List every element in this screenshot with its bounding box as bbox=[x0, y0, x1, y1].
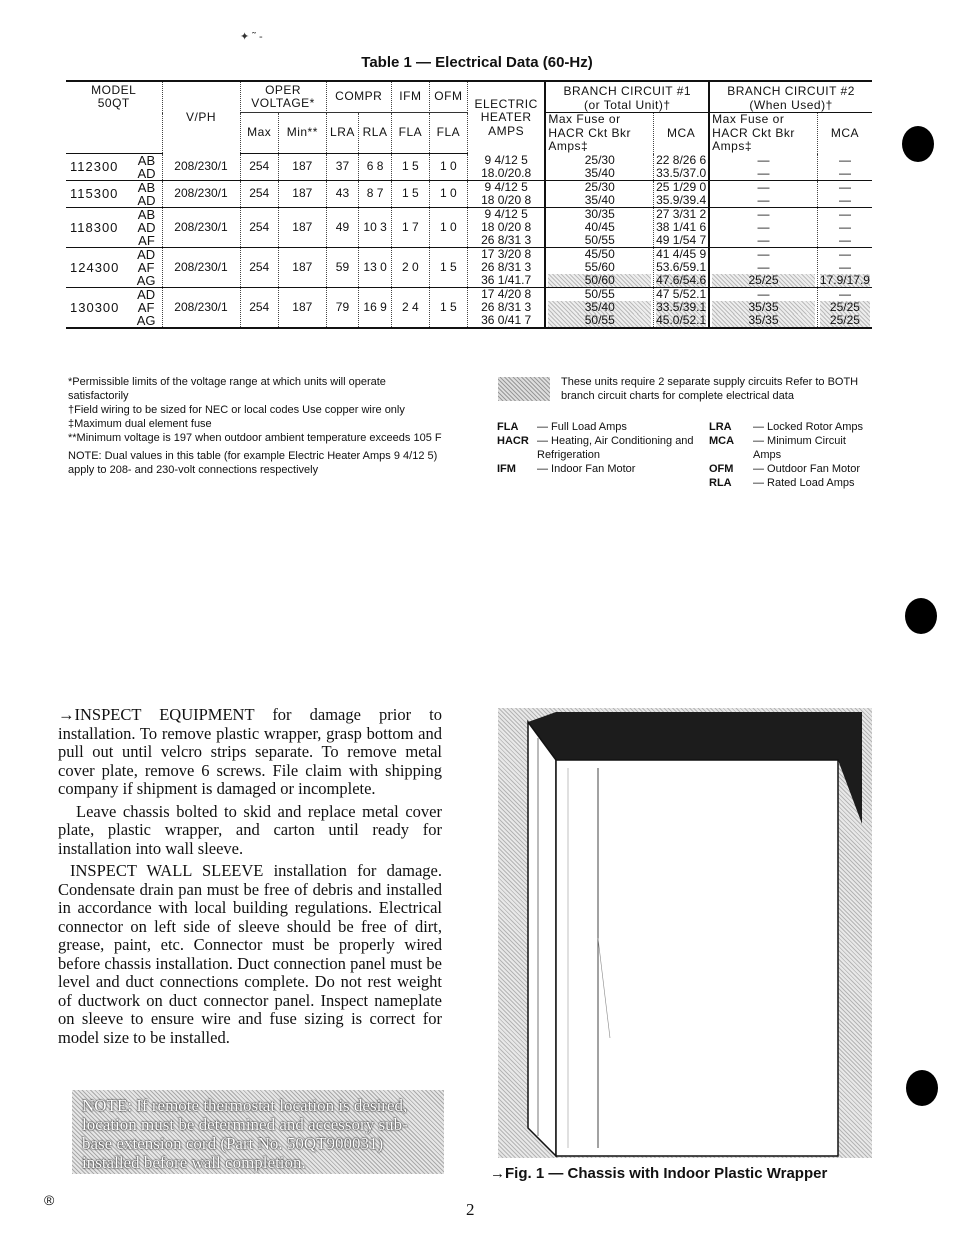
min-voltage-cell: 187 bbox=[278, 288, 326, 329]
header-rla: RLA bbox=[359, 113, 392, 154]
b1-max-fuse-cell bbox=[545, 248, 653, 288]
b2-max-fuse-cell-value: — bbox=[757, 193, 770, 207]
b1-max-fuse-cell-value: 25/30 bbox=[584, 180, 615, 194]
b2-max-fuse-cell bbox=[709, 154, 817, 181]
table-row bbox=[66, 248, 872, 288]
body-text bbox=[58, 706, 442, 1051]
model-cell bbox=[66, 208, 162, 248]
abbr-mca: MCA bbox=[709, 435, 735, 447]
rla-cell: 13 0 bbox=[359, 248, 392, 288]
b2-mca-cell-value: 25/25 bbox=[820, 301, 870, 314]
b2-mca-cell bbox=[817, 248, 872, 288]
b2-max-fuse-cell bbox=[709, 248, 817, 288]
b1-max-fuse-cell-value: 35/40 bbox=[548, 301, 651, 314]
footnote-min-voltage: **Minimum voltage is 197 when outdoor ambient temperature exceeds 105 F bbox=[68, 432, 442, 444]
model-variant: AB bbox=[137, 180, 156, 195]
b2-mca-cell bbox=[817, 288, 872, 329]
header-branch2: BRANCH CIRCUIT #2 (When Used)† bbox=[709, 81, 872, 113]
model-variant: AD bbox=[137, 193, 156, 208]
b1-mca-cell-value: 38 1/41 6 bbox=[656, 220, 707, 234]
ifm-fla-cell: 1 5 bbox=[391, 154, 429, 181]
header-ifm: IFM bbox=[391, 81, 429, 113]
b1-mca-cell-value: 41 4/45 9 bbox=[656, 247, 707, 261]
b2-max-fuse-cell-value: — bbox=[757, 207, 770, 221]
b2-max-fuse-cell bbox=[709, 181, 817, 208]
lra-cell: 59 bbox=[326, 248, 359, 288]
b2-mca-cell-value: — bbox=[838, 247, 851, 261]
abbr-ofm: OFM bbox=[709, 463, 734, 475]
remote-thermostat-note: NOTE: If remote thermostat location is desired, location must be determined and accessory sub-base extension cord (Part No. 50QT900031) installed before wall completion. bbox=[72, 1090, 444, 1174]
ifm-fla-cell: 1 5 bbox=[391, 181, 429, 208]
table-row bbox=[66, 181, 872, 208]
vph-cell: 208/230/1 bbox=[162, 248, 240, 288]
abbr-hacr-def: — Heating, Air Conditioning and Refrigeration bbox=[537, 435, 694, 461]
b1-mca-cell bbox=[654, 248, 710, 288]
b2-mca-cell-value: — bbox=[838, 220, 851, 234]
b1-max-fuse-cell bbox=[545, 154, 653, 181]
b1-max-fuse-cell-value: 40/45 bbox=[584, 220, 615, 234]
b1-max-fuse-cell-value: 50/60 bbox=[548, 274, 651, 287]
b2-max-fuse-cell-value: — bbox=[757, 287, 770, 301]
b2-mca-cell bbox=[817, 154, 872, 181]
b1-max-fuse-cell-value: 35/40 bbox=[584, 193, 615, 207]
header-model: MODEL 50QT bbox=[66, 81, 162, 113]
b2-max-fuse-cell-value: 35/35 bbox=[712, 301, 815, 314]
ofm-fla-cell: 1 5 bbox=[429, 288, 467, 329]
rla-cell: 6 8 bbox=[359, 154, 392, 181]
b1-max-fuse-cell-value: 50/55 bbox=[584, 233, 615, 247]
b2-mca-cell bbox=[817, 181, 872, 208]
abbr-fla: FLA bbox=[497, 421, 519, 433]
b1-max-fuse-cell-value: 50/55 bbox=[584, 287, 615, 301]
abbreviations bbox=[497, 420, 877, 490]
model-number: 130300 bbox=[70, 299, 120, 315]
b1-mca-cell-value: 27 3/31 2 bbox=[656, 207, 707, 221]
ofm-fla-cell: 1 0 bbox=[429, 181, 467, 208]
table-title: Table 1 — Electrical Data (60-Hz) bbox=[361, 54, 593, 71]
b1-mca-cell-value: 33.5/37.0 bbox=[656, 165, 707, 180]
b1-mca-cell-value: 35.9/39.4 bbox=[656, 193, 707, 207]
header-b2-max-fuse: Max Fuse or HACR Ckt Bkr Amps‡ bbox=[709, 113, 817, 154]
header-branch1: BRANCH CIRCUIT #1 (or Total Unit)† bbox=[545, 81, 709, 113]
heater-amps-cell bbox=[467, 181, 545, 208]
header-b2-mca: MCA bbox=[817, 113, 872, 154]
b1-max-fuse-cell-value: 50/55 bbox=[548, 314, 651, 327]
b2-max-fuse-cell-value: — bbox=[757, 247, 770, 261]
model-cell bbox=[66, 288, 162, 329]
footnote-dual-values: NOTE: Dual values in this table (for example Electric Heater Amps 9 4/12 5) apply to 208- and 230-volt connections respectively bbox=[68, 450, 438, 476]
b1-mca-cell-value: 25 1/29 0 bbox=[656, 180, 707, 194]
header-model-spacer bbox=[66, 113, 162, 154]
heater-amps-cell-value: 26 8/31 3 bbox=[481, 233, 532, 247]
heater-amps-cell-value: 18.0/20.8 bbox=[481, 165, 532, 180]
abbr-lra: LRA bbox=[709, 421, 732, 433]
b1-mca-cell-value: 33.5/39.1 bbox=[656, 300, 707, 314]
b2-mca-cell-value: — bbox=[838, 207, 851, 221]
max-voltage-cell: 254 bbox=[240, 154, 278, 181]
b1-max-fuse-cell bbox=[545, 208, 653, 248]
b2-mca-cell-value: — bbox=[838, 260, 851, 274]
table-row bbox=[66, 208, 872, 248]
header-b1-mca: MCA bbox=[654, 113, 710, 154]
b2-mca-cell-value: 17.9/17.9 bbox=[819, 273, 870, 287]
punch-hole-dot bbox=[902, 126, 934, 162]
b1-max-fuse-cell-value: 30/35 bbox=[584, 207, 615, 221]
hatch-legend-swatch bbox=[498, 377, 550, 401]
model-variant: AF bbox=[138, 233, 155, 248]
b2-max-fuse-cell-value: — bbox=[757, 220, 770, 234]
b2-mca-cell-value: — bbox=[838, 165, 851, 180]
header-oper-voltage: OPER VOLTAGE* bbox=[240, 81, 326, 113]
figure-caption: →Fig. 1 — Chassis with Indoor Plastic Wrapper bbox=[490, 1165, 828, 1182]
b2-mca-cell-value: — bbox=[838, 193, 851, 207]
paragraph-inspect-wall-sleeve: INSPECT WALL SLEEVE installation for damage. Condensate drain pan must be free of debris and installed in accordance with local building regulations. Electrical connector on left side of sleeve should be free of dirt, grease, paint, etc. Connector must be properly wired before chassis installation. Duct connection panel must be level and duct connections complete. Do not rest weight of ductwork on duct connector panel. Inspect nameplate on sleeve to ensure wire and fuse sizing is correct for model size to be installed. bbox=[58, 861, 442, 1047]
vph-cell: 208/230/1 bbox=[162, 181, 240, 208]
b1-max-fuse-cell-value: 45/50 bbox=[584, 247, 615, 261]
header-lra: LRA bbox=[326, 113, 359, 154]
footnote-fuse: ‡Maximum dual element fuse bbox=[68, 418, 212, 430]
min-voltage-cell: 187 bbox=[278, 154, 326, 181]
header-electric-heater: ELECTRIC HEATER AMPS bbox=[467, 81, 545, 154]
b2-mca-cell-value: — bbox=[838, 152, 851, 167]
heater-amps-cell-value: 18 0/20 8 bbox=[481, 220, 532, 234]
abbr-mca-def: — Minimum Circuit Amps bbox=[753, 435, 846, 461]
chassis-figure bbox=[498, 708, 872, 1158]
heater-amps-cell bbox=[467, 208, 545, 248]
b2-mca-cell-value: — bbox=[838, 180, 851, 194]
heater-amps-cell bbox=[467, 248, 545, 288]
b1-max-fuse-cell-value: 35/40 bbox=[584, 165, 615, 180]
heater-amps-cell-value: 18 0/20 8 bbox=[481, 193, 532, 207]
model-variant: AB bbox=[137, 207, 156, 222]
heater-amps-cell-value: 9 4/12 5 bbox=[484, 152, 528, 167]
header-fla-ifm: FLA bbox=[391, 113, 429, 154]
b1-mca-cell bbox=[654, 181, 710, 208]
b1-mca-cell-value: 49 1/54 7 bbox=[656, 233, 707, 247]
model-number: 115300 bbox=[70, 186, 119, 202]
b1-max-fuse-cell-value: 25/30 bbox=[584, 152, 615, 167]
ifm-fla-cell: 2 0 bbox=[391, 248, 429, 288]
b2-mca-cell-value: 25/25 bbox=[820, 314, 870, 327]
hatch-legend-text: These units require 2 separate supply circuits Refer to BOTH branch circuit charts for complete electrical data bbox=[561, 376, 859, 402]
b1-max-fuse-cell-value: 55/60 bbox=[584, 260, 615, 274]
page-number: 2 bbox=[466, 1200, 475, 1219]
rla-cell: 8 7 bbox=[359, 181, 392, 208]
min-voltage-cell: 187 bbox=[278, 248, 326, 288]
model-variant: AG bbox=[136, 313, 156, 328]
header-b1-max-fuse: Max Fuse or HACR Ckt Bkr Amps‡ bbox=[545, 113, 653, 154]
punch-hole-dot bbox=[906, 1070, 938, 1106]
heater-amps-cell-value: 17 4/20 8 bbox=[481, 287, 532, 301]
b1-mca-cell-value: 53.6/59.1 bbox=[656, 260, 707, 274]
footnote-voltage: *Permissible limits of the voltage range at which units will operate satisfactorily bbox=[68, 376, 386, 402]
b1-mca-cell bbox=[654, 208, 710, 248]
heater-amps-cell-value: 9 4/12 5 bbox=[484, 207, 528, 221]
abbr-ofm-def: — Outdoor Fan Motor bbox=[753, 463, 860, 475]
b2-max-fuse-cell-value: — bbox=[757, 152, 770, 167]
header-compr: COMPR bbox=[326, 81, 391, 113]
abbr-rla-def: — Rated Load Amps bbox=[753, 477, 855, 489]
ofm-fla-cell: 1 0 bbox=[429, 154, 467, 181]
model-variant: AG bbox=[136, 273, 156, 288]
model-cell bbox=[66, 248, 162, 288]
b1-max-fuse-cell bbox=[545, 288, 653, 329]
heater-amps-cell-value: 36 1/41.7 bbox=[481, 273, 532, 287]
max-voltage-cell: 254 bbox=[240, 181, 278, 208]
model-variant: AF bbox=[137, 300, 155, 315]
rla-cell: 10 3 bbox=[359, 208, 392, 248]
b2-max-fuse-cell-value: 25/25 bbox=[712, 274, 815, 287]
abbr-ifm: IFM bbox=[497, 463, 516, 475]
footnotes-left bbox=[68, 375, 446, 477]
b1-mca-cell-value: 47 5/52.1 bbox=[656, 287, 707, 301]
b2-max-fuse-cell-value: — bbox=[757, 180, 770, 194]
model-number: 118300 bbox=[70, 219, 119, 235]
paragraph-leave-chassis: Leave chassis bolted to skid and replace metal cover plate, plastic wrapper, and carton until ready for installation into wall sleeve. bbox=[58, 801, 442, 858]
rla-cell: 16 9 bbox=[359, 288, 392, 329]
model-variant: AD bbox=[137, 247, 156, 262]
max-voltage-cell: 254 bbox=[240, 288, 278, 329]
b2-mca-cell-value: — bbox=[838, 287, 851, 301]
b1-mca-cell-value: 47.6/54.6 bbox=[656, 273, 707, 287]
b2-max-fuse-cell bbox=[709, 208, 817, 248]
table-row bbox=[66, 288, 872, 329]
model-variant: AF bbox=[137, 260, 155, 275]
ofm-fla-cell: 1 5 bbox=[429, 248, 467, 288]
b2-max-fuse-cell-value: — bbox=[757, 165, 770, 180]
heater-amps-cell-value: 36 0/41 7 bbox=[481, 313, 532, 327]
min-voltage-cell: 187 bbox=[278, 208, 326, 248]
abbr-ifm-def: — Indoor Fan Motor bbox=[537, 463, 636, 475]
model-variant: AD bbox=[137, 220, 156, 235]
handwritten-marks: ✦ ˜ ‐ bbox=[240, 31, 263, 43]
lra-cell: 43 bbox=[326, 181, 359, 208]
b1-max-fuse-cell bbox=[545, 181, 653, 208]
ofm-fla-cell: 1 0 bbox=[429, 208, 467, 248]
heater-amps-cell-value: 26 8/31 3 bbox=[481, 300, 532, 314]
abbr-lra-def: — Locked Rotor Amps bbox=[753, 421, 864, 433]
heater-amps-cell-value: 9 4/12 5 bbox=[484, 180, 528, 194]
b1-mca-cell-value: 45.0/52.1 bbox=[656, 313, 707, 327]
header-fla-ofm: FLA bbox=[429, 113, 467, 154]
b2-mca-cell bbox=[817, 208, 872, 248]
abbr-hacr: HACR bbox=[497, 435, 529, 447]
footnote-field-wiring: †Field wiring to be sized for NEC or local codes Use copper wire only bbox=[68, 404, 405, 416]
b2-max-fuse-cell-value: — bbox=[757, 233, 770, 247]
table-row bbox=[66, 154, 872, 181]
abbr-rla: RLA bbox=[709, 477, 732, 489]
vph-cell: 208/230/1 bbox=[162, 154, 240, 181]
model-cell bbox=[66, 181, 162, 208]
b1-mca-cell-value: 22 8/26 6 bbox=[656, 152, 707, 167]
electrical-data-table bbox=[66, 80, 872, 329]
b1-mca-cell bbox=[654, 154, 710, 181]
ifm-fla-cell: 1 7 bbox=[391, 208, 429, 248]
vph-cell: 208/230/1 bbox=[162, 288, 240, 329]
paragraph-inspect-equipment: →INSPECT EQUIPMENT for damage prior to installation. To remove plastic wrapper, grasp bottom and pull out until velcro strips separate. To remove metal cover plate, remove 6 screws. File claim with shipping company if shipment is damaged or incomplete. bbox=[58, 705, 442, 798]
b1-mca-cell bbox=[654, 288, 710, 329]
model-variant: AD bbox=[137, 287, 156, 302]
b2-mca-cell-value: — bbox=[838, 233, 851, 247]
heater-amps-cell-value: 26 8/31 3 bbox=[481, 260, 532, 274]
lra-cell: 37 bbox=[326, 154, 359, 181]
vph-cell: 208/230/1 bbox=[162, 208, 240, 248]
abbr-fla-def: — Full Load Amps bbox=[537, 421, 627, 433]
model-variant: AD bbox=[137, 166, 156, 181]
punch-hole-dot bbox=[905, 598, 937, 634]
header-max: Max bbox=[240, 113, 278, 154]
model-number: 124300 bbox=[70, 259, 120, 275]
chassis-illustration bbox=[498, 708, 872, 1158]
header-min: Min** bbox=[278, 113, 326, 154]
b2-max-fuse-cell bbox=[709, 288, 817, 329]
heater-amps-cell bbox=[467, 288, 545, 329]
model-cell bbox=[66, 154, 162, 181]
b2-max-fuse-cell-value: — bbox=[757, 260, 770, 274]
model-number: 112300 bbox=[70, 159, 119, 175]
max-voltage-cell: 254 bbox=[240, 248, 278, 288]
max-voltage-cell: 254 bbox=[240, 208, 278, 248]
heater-amps-cell bbox=[467, 154, 545, 181]
b2-max-fuse-cell-value: 35/35 bbox=[712, 314, 815, 327]
model-variant: AB bbox=[137, 153, 156, 168]
registered-logo: ® bbox=[44, 1192, 55, 1208]
lra-cell: 49 bbox=[326, 208, 359, 248]
heater-amps-cell-value: 17 3/20 8 bbox=[481, 247, 532, 261]
header-ofm: OFM bbox=[429, 81, 467, 113]
min-voltage-cell: 187 bbox=[278, 181, 326, 208]
lra-cell: 79 bbox=[326, 288, 359, 329]
ifm-fla-cell: 2 4 bbox=[391, 288, 429, 329]
header-vph: V/PH bbox=[162, 81, 240, 154]
